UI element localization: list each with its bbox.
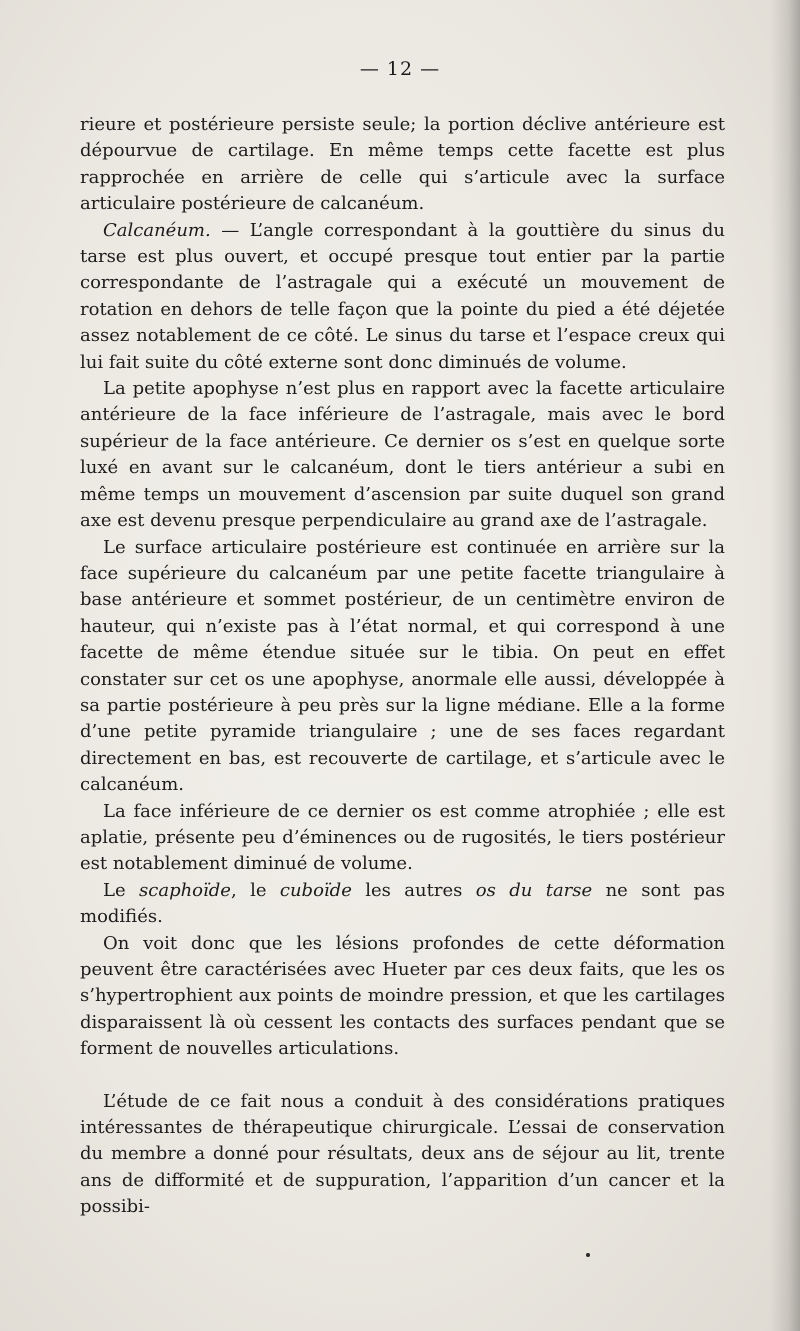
paragraph-continued: rieure et postérieure persiste seule; la portion déclive antérieure est dépourvue de cartilage. En même temps cette facette est plus rapprochée en arrière de celle qui s’articule avec la surface articulaire postérieure de calcanéum. (80, 114, 725, 215)
paragraph-face-inferieure: La face inférieure de ce dernier os est comme atrophiée ; elle est aplatie, présente peu d’éminences ou de rugosités, le tiers postérieur est notablement diminué de volume. (80, 800, 725, 875)
paragraph-scaphoide (80, 878, 725, 931)
ink-speck (586, 1253, 590, 1257)
text-run: ne sont pas modifiés. (80, 879, 726, 928)
paragraph-lesions: On voit donc que les lésions profondes de cette déformation peuvent être caractérisées avec Hueter par ces deux faits, que les os s’hypertrophient aux points de moindre pression, et que les cartilages disparaissent là où cessent les contacts des surfaces pendant que se forment de nouvelles articulations. (80, 932, 725, 1060)
italic-term: os du tarse (475, 879, 593, 901)
paragraph-calcaneum (80, 218, 725, 376)
section-lead: Calcanéum. (103, 219, 211, 241)
page-number: — 12 — (359, 58, 441, 80)
paragraph-petite-apophyse: La petite apophyse n’est plus en rapport avec la facette articulaire antérieure de la face inférieure de l’astragale, mais avec le bord supérieur de la face antérieure. Ce dernier os s’est en quelque sorte luxé en avant sur le calcanéum, dont le tiers antérieur a subi en même temps un mouvement d’ascension par suite duquel son grand axe est devenu presque perpendiculaire au grand axe de l’astragale. (80, 378, 725, 532)
page-body (80, 112, 725, 1221)
italic-term: scaphoïde (139, 879, 231, 901)
text-run: Le (103, 879, 140, 901)
text-run: les autres (351, 879, 476, 901)
paragraph-etude: L’étude de ce fait nous a conduit à des considérations pratiques intéressantes de thérapeutique chirurgicale. L’essai de conservation du membre a donné pour résultats, deux ans de séjour au lit, trente ans de difformité et de suppuration, l’apparition d’un cancer et la possibi- (80, 1090, 725, 1218)
italic-term: cuboïde (279, 879, 352, 901)
text-run: , le (230, 879, 280, 901)
paragraph-text: — L’angle correspondant à la gouttière du sinus du tarse est plus ouvert, et occupé presque tout entier par la partie correspondante de l’astragale qui a exécuté un mouvement de rotation en dehors de telle façon que la pointe du pied a été déjetée assez notablement de ce côté. Le sinus du tarse et l’espace creux qui lui fait suite du côté externe sont donc diminués de volume. (80, 219, 725, 373)
page-edge-shadow (770, 0, 800, 1331)
paragraph-surface-articulaire: Le surface articulaire postérieure est continuée en arrière sur la face supérieure du calcanéum par une petite facette triangulaire à base antérieure et sommet postérieur, de un centimètre environ de hauteur, qui n’existe pas à l’état normal, et qui correspond à une facette de même étendue située sur le tibia. On peut en effet constater sur cet os une apophyse, anormale elle aussi, développée à sa partie postérieure à peu près sur la ligne médiane. Elle a la forme d’une petite pyramide triangulaire ; une de ses faces regardant directement en bas, est recouverte de cartilage, et s’articule avec le calcanéum. (80, 536, 725, 796)
